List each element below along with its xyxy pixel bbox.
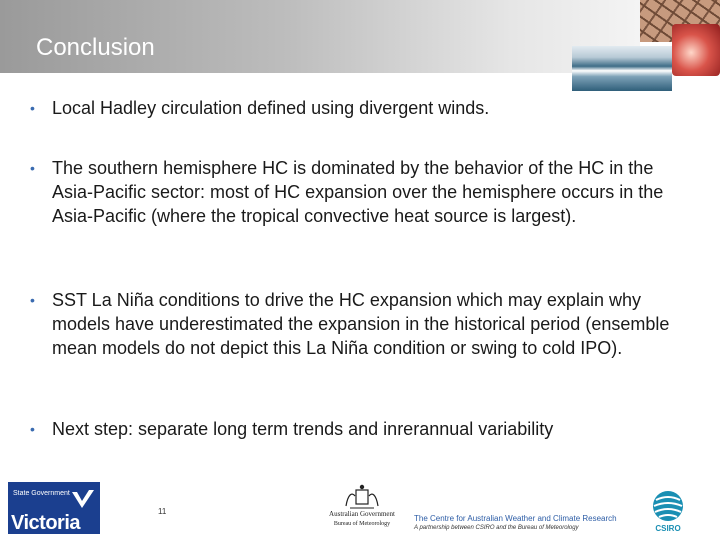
ocean-wave-photo <box>572 46 672 91</box>
australian-government-crest <box>316 484 408 538</box>
csiro-globe-icon <box>650 490 686 534</box>
bullet-text: SST La Niña conditions to drive the HC expansion which may explain why models have underestimated the expansion in the historical period (ensemble mean models do not depict this La Niña condition or swing to cold IPO). <box>52 290 670 358</box>
csiro-logo <box>650 490 686 534</box>
bullet-text: The southern hemisphere HC is dominated by the behavior of the HC in the Asia-Pacific sector: most of HC expansion over the hemisphere occurs in the Asia-Pacific (where the tropical convective heat source is largest). <box>52 158 664 226</box>
victoria-logo-big-text: Victoria <box>11 512 80 534</box>
cawcr-credit <box>414 514 644 531</box>
victoria-logo <box>8 482 100 534</box>
aus-gov-text: Australian Government <box>329 510 395 518</box>
bullet-dot-icon: • <box>30 100 35 116</box>
bullet-item <box>30 417 553 441</box>
slide-title: Conclusion <box>36 34 155 61</box>
bullet-item <box>30 96 489 120</box>
page-number: 11 <box>158 507 167 516</box>
bullet-dot-icon: • <box>30 292 35 308</box>
bullet-item <box>30 288 690 360</box>
bullet-item <box>30 156 690 228</box>
bullet-dot-icon: • <box>30 160 35 176</box>
crest-icon <box>342 484 382 510</box>
bullet-text: Local Hadley circulation defined using divergent winds. <box>52 98 490 118</box>
bullet-text: Next step: separate long term trends and inrerannual variability <box>52 419 554 439</box>
cawcr-title: The Centre for Australian Weather and Climate Research <box>414 514 617 523</box>
bom-text: Bureau of Meteorology <box>333 521 391 527</box>
cawcr-subtitle: A partnership between CSIRO and the Bureau of Meteorology <box>414 525 579 531</box>
csiro-text: CSIRO <box>655 524 681 533</box>
fire-photo <box>672 24 720 76</box>
bullet-dot-icon: • <box>30 421 35 437</box>
victoria-logo-small-text: State Government <box>13 490 70 497</box>
victoria-tick-icon <box>70 488 96 510</box>
